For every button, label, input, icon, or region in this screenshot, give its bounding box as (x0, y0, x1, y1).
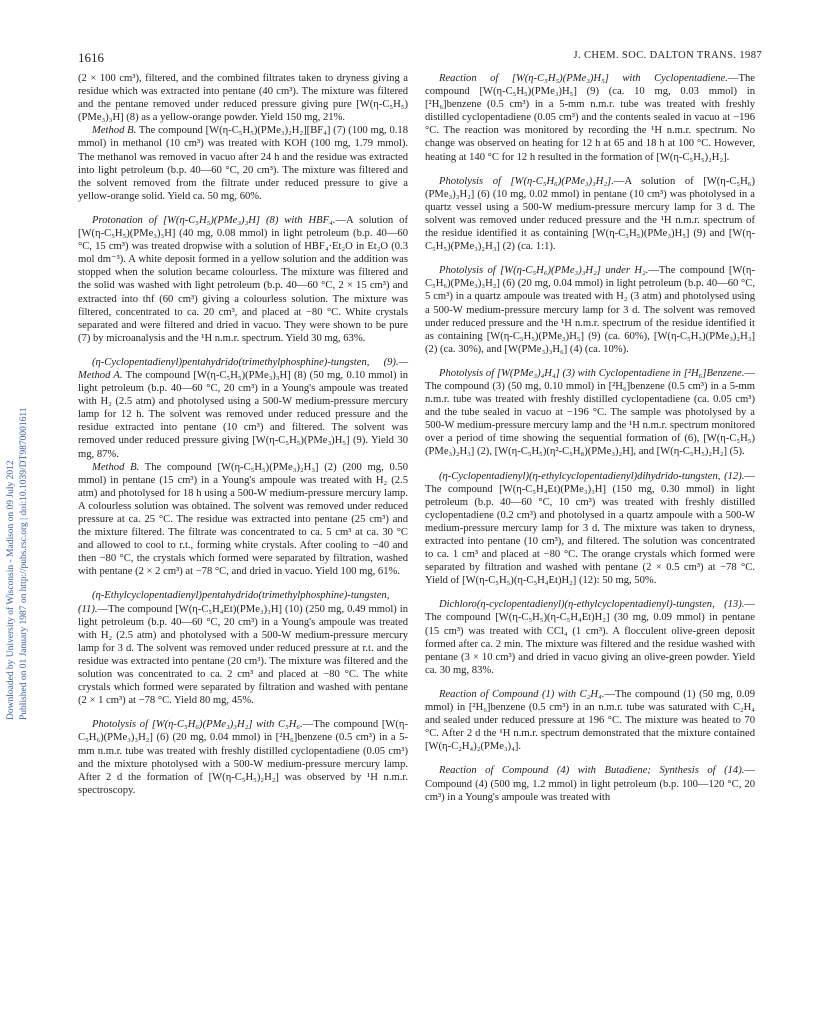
paragraph (425, 598, 755, 677)
paragraph (425, 367, 755, 459)
paragraph-text: —The compound [W(η-C₅H₄Et)(PMe₃)₃H] (150 mg, 0.30 mmol) in light petroleum (b.p. 40—60 °C, 10 cm³) was treated with freshly distilled cyclopentadiene (0.2 cm³) and photolysed in a quartz ampoule with a 500-W medium-pressure mercury lamp for 3 d. The mixture was taken to dryness, extracted into pentane (10 cm³), and filtered. The solution was concentrated to ca. 1 cm³ and placed at −80 °C. The orange crystals which formed were separated by filtration and washed with pentane (2 × 0.5 cm³) at −78 °C. Yield of [W(η-C₅H₅)(η-C₅H₄Et)H₂] (12): 50 mg, 50%. (425, 470, 755, 587)
paragraph-text: —The compound [W(η-C₅H₆)(PMe₃)₃H₂] (6) (20 mg, 0.04 mmol) in light petroleum (b.p. 40—60 °C, 5 cm³) in a quartz ampoule was treated with H₂ (3 atm) and photolysed using a 500-W medium-pressure mercury lamp for 3 d. The solvent was removed under reduced pressure and the ¹H n.m.r. spectrum of the residue identified it as containing [W(η-C₅H₅)(PMe₃)H₅] (9) (ca. 60%), [W(η-C₅H₅)(PMe₃)₂H₃] (2) (ca. 30%), and [W(PMe₃)₃H₆] (4) (ca. 10%). (425, 265, 755, 355)
download-watermark (2, 300, 42, 720)
section-heading: Photolysis of [W(η-C₅H₆)(PMe₃)₃H₂]. (439, 175, 614, 187)
paragraph-text: —The compound [W(η-C₅H₅)(PMe₃)H₅] (9) (ca. 10 mg, 0.03 mmol) in [²H₆]benzene (0.5 cm³) in a 5-mm n.m.r. tube was treated with freshly distilled cyclopentadiene (0.05 cm³) and the contents sealed in vacuo at −196 °C. The reaction was monitored by recording the ¹H n.m.r. spectrum. No change was observed on heating for 12 h at 65 and 18 h at 100 °C. However, heating at 140 °C for 12 h resulted in the formation of [W(η-C₅H₅)₂H₂]. (425, 73, 755, 163)
section-heading: Photolysis of [W(η-C₅H₆)(PMe₃)₃H₂] with C₅H₆. (92, 719, 303, 731)
paragraph (425, 175, 755, 254)
running-head: J. CHEM. SOC. DALTON TRANS. 1987 (573, 50, 762, 61)
paragraph-text: —The compound (1) (50 mg, 0.09 mmol) in [²H₆]benzene (0.5 cm³) in an n.m.r. tube was saturated with C₂H₄ and sealed under reduced pressure at 196 °C. The mixture was heated to 70 °C. After 2 d the ¹H n.m.r. spectrum demonstrated that the mixture contained [W(η-C₂H₄)₂(PMe₃)₄]. (425, 688, 756, 753)
paragraph-text: The compound [W(η-C₅H₅)(PMe₃)₃H] (8) (50 mg, 0.10 mmol) in light petroleum (b.p. 40—60 °C, 20 cm³) in a Young's ampoule was treated with H₂ (2.5 atm) and photolysed using a 500-W medium-pressure mercury lamp for 12 h. The solvent was removed under reduced pressure and the residue extracted into pentane (10 cm³) and filtered. The solvent was removed under reduced pressure giving [W(η-C₅H₅)(PMe₃)H₅] (9). Yield 30 mg, 87%. (78, 369, 409, 460)
paragraph (78, 356, 408, 461)
paragraph (78, 72, 408, 124)
section-heading: (η-Cyclopentadienyl)(η-ethylcyclopentadienyl)dihydrido-tungsten, (12). (439, 470, 745, 482)
paragraph-text: —A solution of [W(η-C₅H₅)(PMe₃)₃H] (40 mg, 0.08 mmol) in light petroleum (b.p. 40—60 °C, 15 cm³) was treated dropwise with a solution of HBF₄·Et₂O in Et₂O (0.3 mol dm⁻³). A white deposit formed in a yellow solution and the addition was stopped when the solution became colourless. The mixture was filtered and the solid was washed with light petroleum (b.p. 40—60 °C, 2 × 15 cm³) and extracted into thf (60 cm³) giving a colourless solution. The mixture was filtered, concentrated to ca. 20 cm³, and placed at −80 °C. White crystals separated and were filtered and dried in vacuo. They were shown to be pure (7) by microanalysis and the ¹H n.m.r. spectrum. Yield 30 mg, 63%. (78, 214, 408, 344)
paragraph (78, 718, 408, 797)
section-heading: Method B. (92, 125, 137, 137)
paragraph (78, 461, 408, 579)
paragraph (425, 470, 755, 588)
paragraph (78, 589, 408, 707)
section-heading: Photolysis of [W(PMe₃)₄H₄] (3) with Cyclopentadiene in [²H₆]Benzene. (439, 367, 745, 379)
paragraph (425, 72, 755, 164)
section-heading: (η-Ethylcyclopentadienyl)pentahydrido(trimethylphosphine)-tungsten, (11). (78, 590, 390, 615)
paragraph-text: —Compound (4) (500 mg, 1.2 mmol) in light petroleum (b.p. 100—120 °C, 20 cm³) in a Young's ampoule was treated with (425, 765, 755, 803)
paragraph (78, 124, 408, 203)
paragraph (78, 214, 408, 345)
publication-note[interactable]: Published on 01 January 1987 on http://pubs.rsc.org | doi:10.1039/DT9870001611 (19, 407, 29, 720)
paragraph-text: (2 × 100 cm³), filtered, and the combined filtrates taken to dryness giving a residue which was extracted into pentane (40 cm³). The mixture was filtered and the pentane removed under reduced pressure giving pure [W(η-C₅H₅)(PMe₃)₃H] (8) as a yellow-orange powder. Yield 150 mg, 21%. (78, 73, 408, 124)
paragraph-text: The compound [W(η-C₅H₅)(PMe₃)₂H₃] (2) (200 mg, 0.50 mmol) in pentane (15 cm³) in a Young's ampoule was treated with H₂ (2.5 atm) and photolysed for 18 h using a 500-W medium-pressure mercury lamp. A colourless solution was obtained. The solvent was removed under reduced pressure at ca. 25 °C. The residue was extracted into pentane (25 cm³) and the mixture filtered. The filtrate was concentrated to ca. 5 cm³ at ca. 30 °C and allowed to cool to r.t., forming white crystals. After cooling to −40 and then −80 °C, the crystals which formed were separated by filtration, washed with pentane (2 × 2 cm³) at −78 °C, and dried in vacuo. Yield 100 mg, 61%. (78, 461, 408, 578)
section-heading: Method B. (92, 461, 140, 473)
section-heading: (η-Cyclopentadienyl)pentahydrido(trimethylphosphine)-tungsten, (9).—Method A. (78, 356, 408, 381)
paragraph-text: —The compound [W(η-C₅H₅)(η-C₅H₄Et)H₂] (30 mg, 0.09 mmol) in pentane (15 cm³) was treated with CCl₄ (1 cm³). A flocculent olive-green deposit formed after ca. 2 min. The mixture was filtered and the residue washed with pentane (3 × 10 cm³) and dried in vacuo giving an olive-green powder. Yield ca. 30 mg, 83%. (425, 599, 755, 676)
section-heading: Reaction of [W(η-C₅H₅)(PMe₃)H₅] with Cyclopentadiene. (439, 73, 728, 84)
download-note[interactable]: Downloaded by University of Wisconsin - Madison on 09 July 2012 (6, 460, 16, 720)
section-heading: Reaction of Compound (4) with Butadiene; Synthesis of (14). (439, 765, 745, 777)
section-heading: Protonation of [W(η-C₅H₅)(PMe₃)₃H] (8) with HBF₄. (92, 214, 336, 226)
paragraph (425, 764, 755, 803)
paragraph (425, 688, 755, 753)
section-heading: Photolysis of [W(η-C₅H₆)(PMe₃)₃H₂] under H₂. (439, 265, 649, 277)
right-column (425, 72, 755, 804)
paragraph-text: —The compound [W(η-C₅H₄Et)(PMe₃)₃H] (10) (250 mg, 0.49 mmol) in light petroleum (b.p. 40—60 °C, 20 cm³) in a Young's ampoule was treated with H₂ (2.5 atm) and photolysed with a 500-W medium-pressure mercury lamp for 3 d. The solvent was removed under reduced pressure at r.t. and the residue was extracted into pentane (20 cm³). The mixture was filtered and the solution was concentrated to ca. 2 cm³ and placed at −80 °C. The white crystals which formed were separated by filtration and washed with pentane (2 × 1 cm³) at −78 °C. Yield 80 mg, 45%. (78, 603, 408, 707)
paragraph-text: —A solution of [W(η-C₅H₆)(PMe₃)₃H₂] (6) (10 mg, 0.02 mmol) in pentane (10 cm³) was photolysed in a quartz vessel using a 500-W medium-pressure mercury lamp for 3 d. The solvent was removed under reduced pressure and the ¹H n.m.r. spectrum of the residue identified it as containing [W(η-C₅H₅)(PMe₃)H₅] (9) and [W(η-C₅H₅)(PMe₃)₂H₃] (2) (ca. 1:1). (425, 175, 755, 253)
section-heading: Dichloro(η-cyclopentadienyl)(η-ethylcyclopentadienyl)-tungsten, (13). (439, 599, 745, 611)
paragraph-text: —The compound (3) (50 mg, 0.10 mmol) in [²H₆]benzene (0.5 cm³) in a 5-mm n.m.r. tube was treated with freshly distilled cyclopentadiene (ca. 0.05 cm³) and the tube sealed in vacuo at −196 °C. The sample was photolysed by a 500-W medium-pressure mercury lamp and the ¹H n.m.r. spectrum monitored over a period of time showing the sequential formation of (6), [W(η-C₅H₅)(PMe₃)₂H₃] (2), [W(η-C₅H₅)(η²-C₅H₈)(PMe₃)₂H], and [W(η-C₅H₅)₂H₂] (5). (425, 367, 755, 458)
paragraph (425, 264, 755, 356)
paragraph-text: The compound [W(η-C₅H₅)(PMe₃)₂H₂][BF₄] (7) (100 mg, 0.18 mmol) in methanol (10 cm³) was treated with KOH (100 mg, 1.79 mmol). The methanol was removed in vacuo after 24 h and the residue was extracted into light petroleum (b.p. 40—60 °C, 20 cm³). The mixture was filtered and the solvent removed from the filtrate under reduced pressure to give a yellow-orange solid. Yield ca. 50 mg, 60%. (78, 125, 408, 202)
page-number: 1616 (78, 50, 104, 65)
section-heading: Reaction of Compound (1) with C₂H₄. (439, 688, 605, 700)
left-column (78, 72, 408, 797)
paragraph-text: —The compound [W(η-C₅H₆)(PMe₃)₃H₂] (6) (20 mg, 0.04 mmol) in [²H₆]benzene (0.5 cm³) in a 5-mm n.m.r. tube was treated with freshly distilled cyclopentadiene (0.05 cm³) and the mixture photolysed with a 500-W medium-pressure mercury lamp. After 2 d the formation of [W(η-C₅H₅)₂H₂] was observed by ¹H n.m.r. spectroscopy. (78, 719, 408, 796)
